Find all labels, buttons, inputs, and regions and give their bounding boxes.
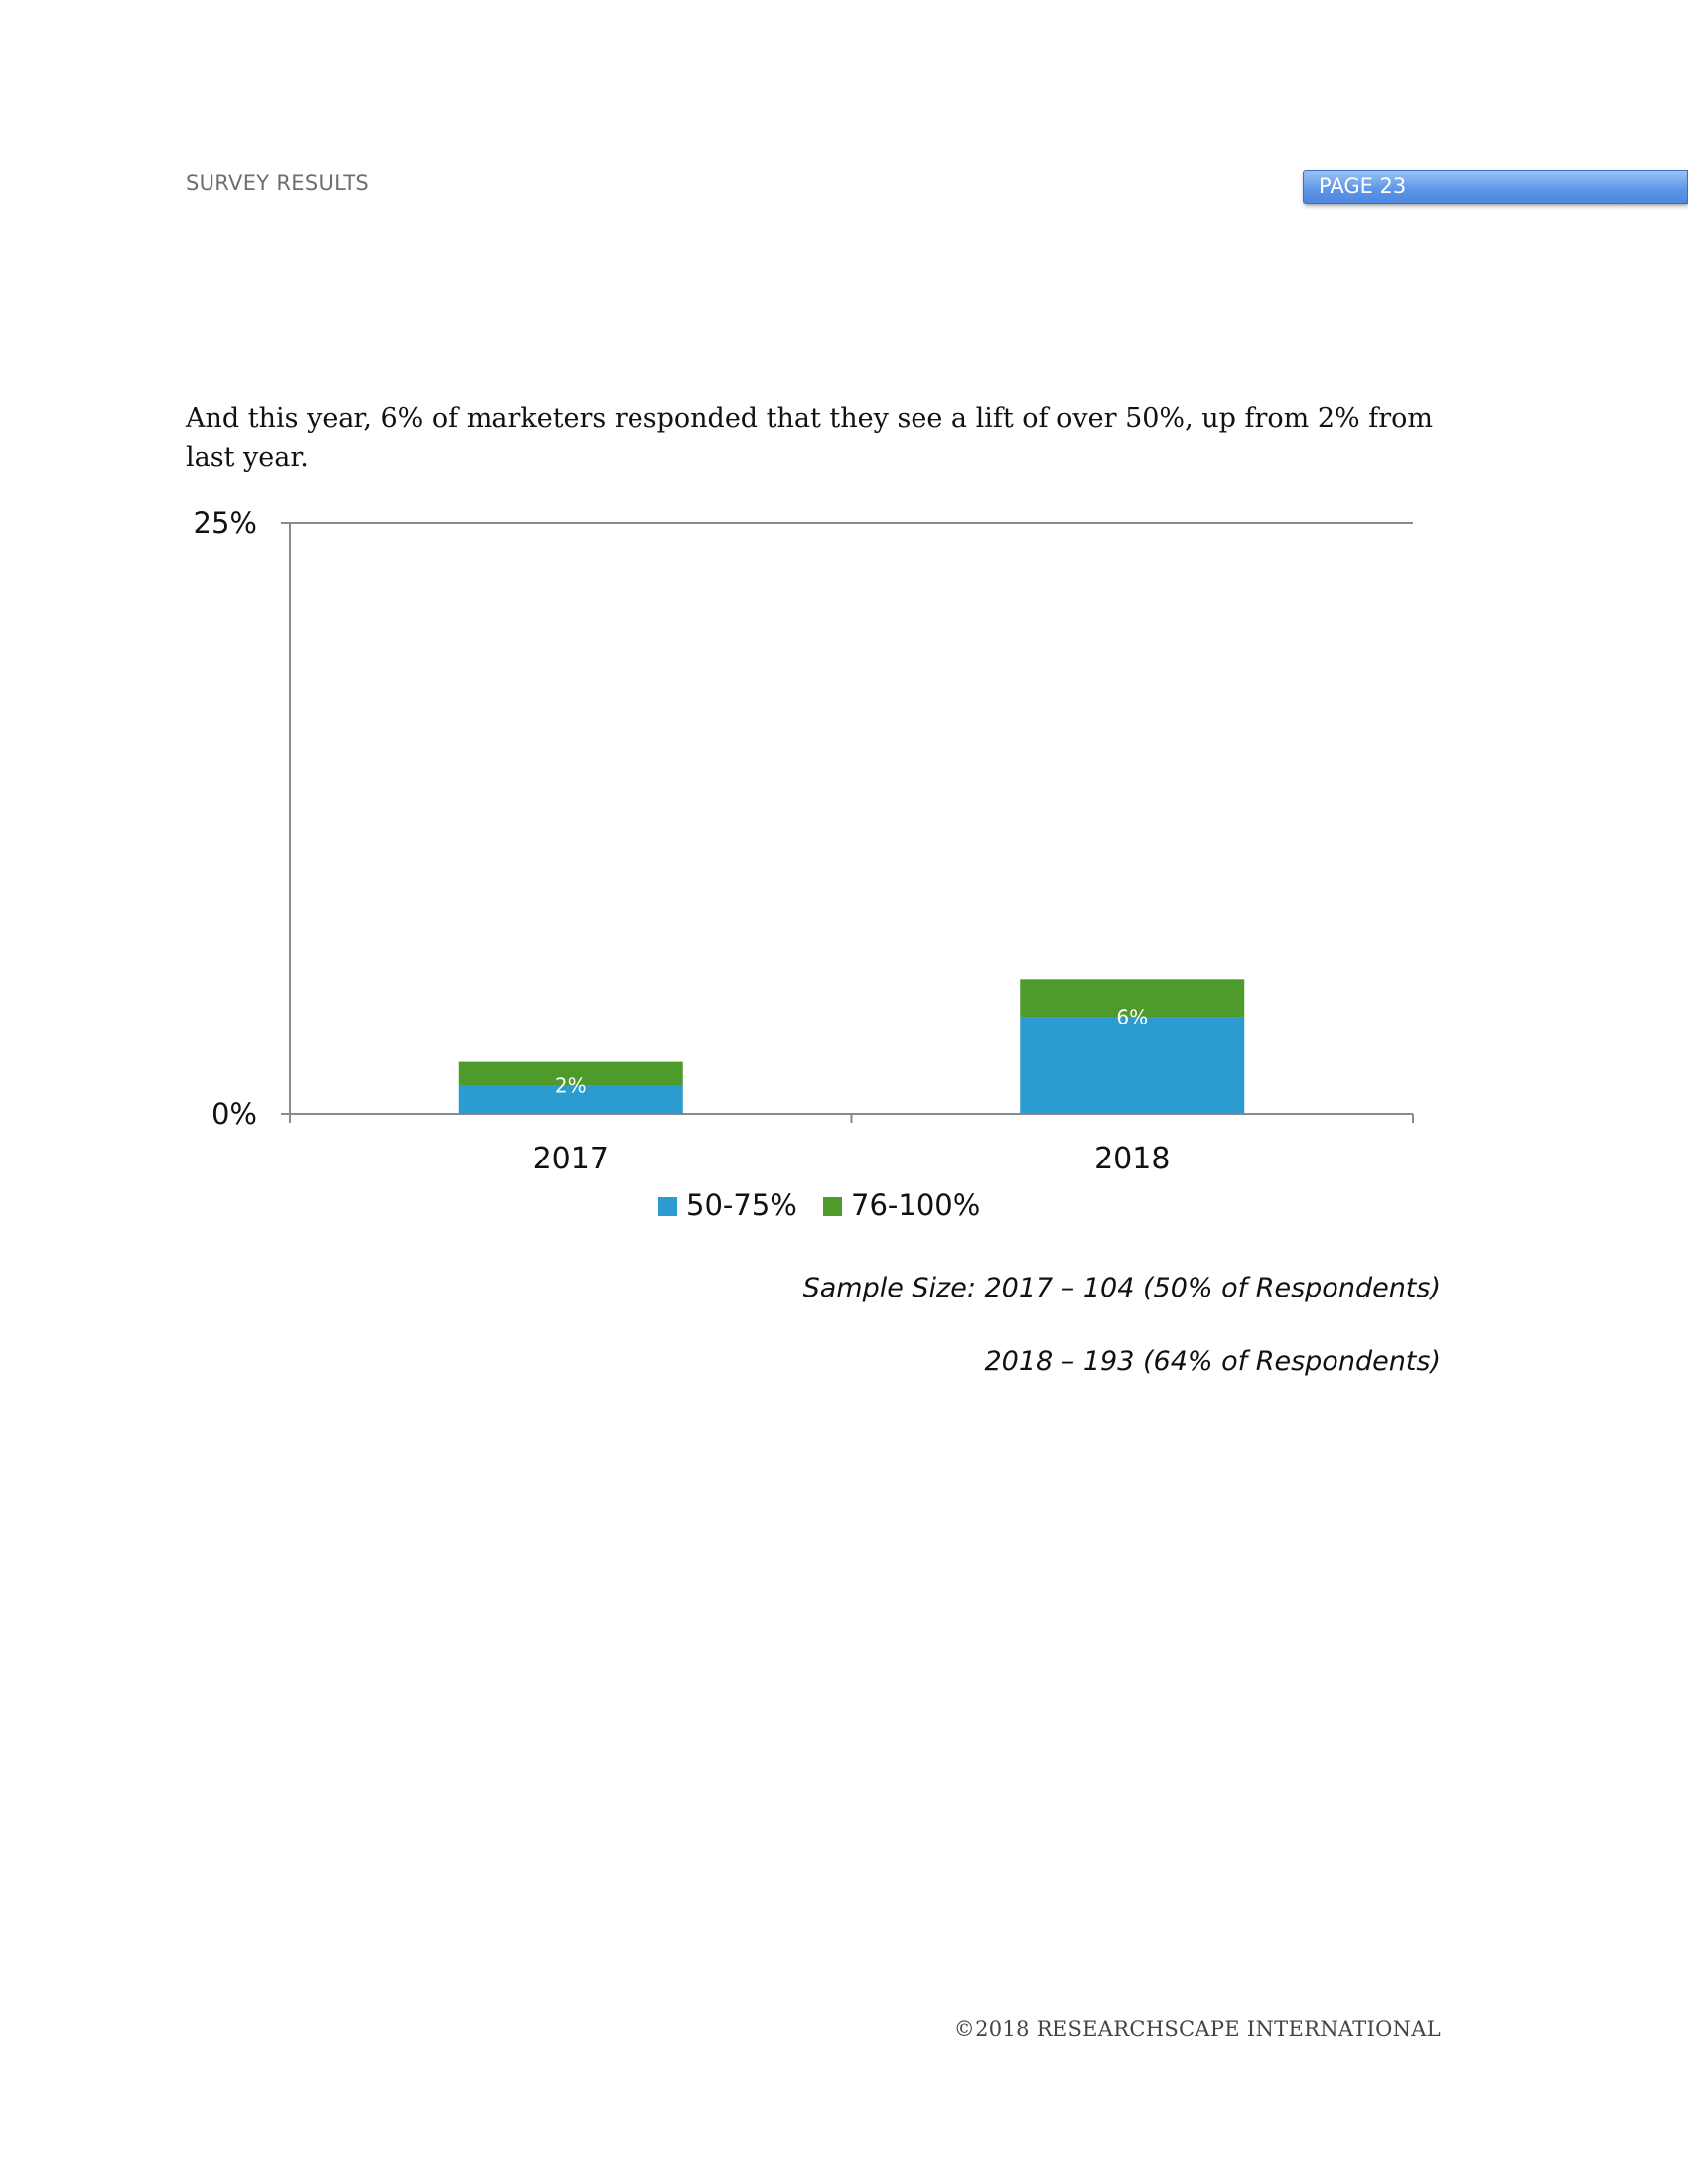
data-label-2018: 6% [1116, 1005, 1149, 1029]
data-label-2017: 2% [554, 1073, 587, 1098]
chart-legend [658, 1188, 980, 1222]
sample-size-line-2: 2018 – 193 (64% of Respondents) [984, 1346, 1441, 1377]
intro-paragraph: And this year, 6% of marketers responded that they see a lift of over 50%, up from 2% from last year. [186, 403, 1434, 473]
y-tick-label: 25% [193, 506, 257, 540]
section-header: SURVEY RESULTS [186, 171, 370, 195]
x-tick-label-2018: 2018 [1094, 1142, 1171, 1176]
bar-2018-series-1 [1020, 1017, 1244, 1114]
x-tick-label-2017: 2017 [532, 1142, 609, 1176]
page-number-label: PAGE 23 [1319, 174, 1407, 198]
sample-size-line-1: Sample Size: 2017 – 104 (50% of Respondents) [802, 1273, 1441, 1303]
legend-swatch-1 [658, 1197, 677, 1216]
legend-label-1: 50-75% [686, 1188, 797, 1222]
y-tick-label: 0% [211, 1097, 257, 1131]
legend-swatch-2 [823, 1197, 842, 1216]
copyright-footer: ©2018 RESEARCHSCAPE INTERNATIONAL [953, 2017, 1441, 2041]
legend-label-2: 76-100% [851, 1188, 981, 1222]
